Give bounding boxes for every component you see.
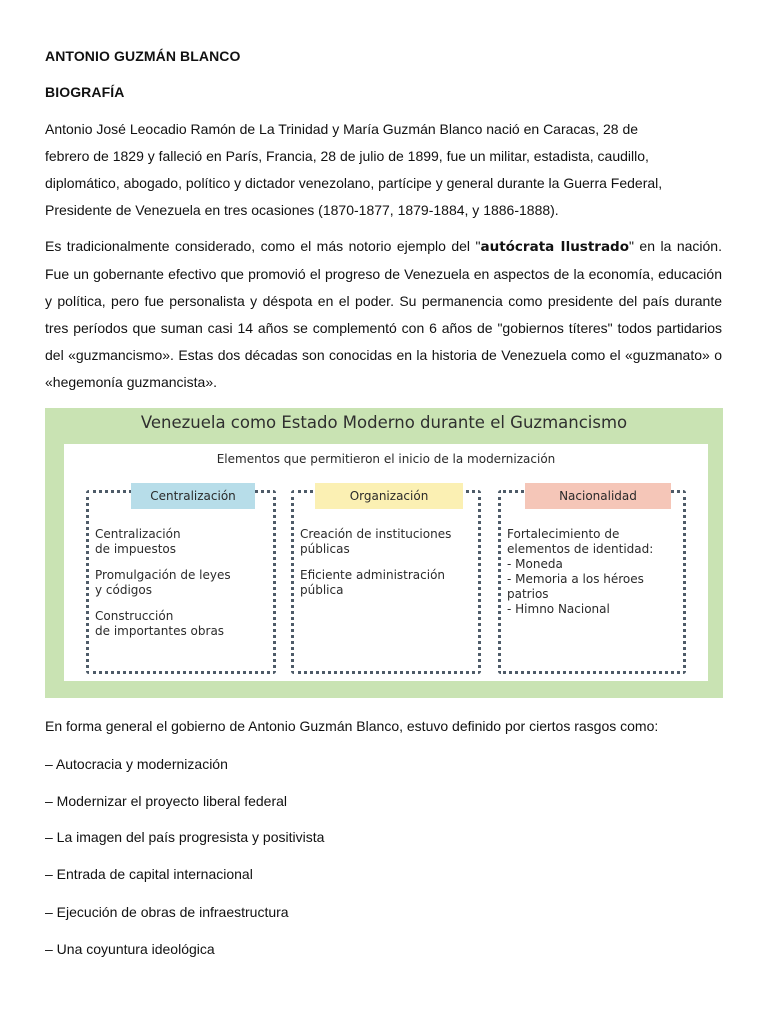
trait-item: – Una coyuntura ideológica (45, 941, 215, 957)
column-label: Nacionalidad (525, 483, 671, 509)
column-items (300, 527, 474, 609)
column-items (507, 527, 679, 628)
infographic-panel (64, 444, 708, 681)
list-item: Promulgación de leyes y códigos (95, 568, 231, 597)
trait-item: – Entrada de capital internacional (45, 866, 253, 882)
autocrat-paragraph (45, 233, 722, 396)
traits-intro: En forma general el gobierno de Antonio Guzmán Blanco, estuvo definido por ciertos rasgos como: (45, 718, 659, 734)
list-item: Construcción de importantes obras (95, 609, 225, 638)
column-items (95, 527, 269, 650)
highlight-term: autócrata Ilustrado (480, 239, 629, 255)
paragraph-line: Presidente de Venezuela en tres ocasiones (1870-1877, 1879-1884, y 1886-1888). (45, 202, 559, 218)
infographic-subtitle: Elementos que permitieron el inicio de la modernización (216, 452, 556, 466)
list-item: Fortalecimiento de elementos de identidad: - Moneda - Memoria a los héroes patrios - Himno Nacional (507, 527, 654, 616)
column-nacionalidad (498, 490, 686, 674)
paragraph-line: febrero de 1829 y falleció en París, Francia, 28 de julio de 1899, fue un militar, estadista, caudillo, (45, 148, 649, 164)
paragraph-text: " en la nación. Fue un gobernante efectivo que promovió el progreso de Venezuela en aspectos de la economía, educación y política, pero fue personalista y déspota en el poder. Su permanencia como presidente del país durante tres períodos que suman casi 14 años se complementó con 6 años de "gobiernos títeres" todos partidarios del «guzmancismo». Estas dos décadas son conocidas en la historia de Venezuela como el «guzmanato» o «hegemonía guzmancista». (45, 238, 722, 390)
list-item: Eficiente administración pública (300, 568, 446, 597)
section-heading: BIOGRAFÍA (45, 84, 125, 100)
trait-item: – La imagen del país progresista y positivista (45, 829, 325, 845)
list-item: Creación de instituciones públicas (300, 527, 452, 556)
trait-item: – Ejecución de obras de infraestructura (45, 904, 289, 920)
column-organizacion (291, 490, 481, 674)
biography-paragraph (45, 116, 722, 224)
column-label: Organización (315, 483, 463, 509)
trait-item: – Modernizar el proyecto liberal federal (45, 793, 288, 809)
modernization-infographic (45, 408, 723, 698)
trait-item: – Autocracia y modernización (45, 756, 228, 772)
list-item: Centralización de impuestos (95, 527, 181, 556)
paragraph-line: diplomático, abogado, político y dictador venezolano, partícipe y general durante la Guerra Federal, (45, 175, 663, 191)
infographic-title: Venezuela como Estado Moderno durante el Guzmancismo (140, 413, 628, 432)
paragraph-line: Antonio José Leocadio Ramón de La Trinidad y María Guzmán Blanco nació en Caracas, 28 de (45, 121, 639, 137)
column-label: Centralización (131, 483, 255, 509)
paragraph-text: Es tradicionalmente considerado, como el más notorio ejemplo del " (45, 238, 481, 254)
document-title: ANTONIO GUZMÁN BLANCO (45, 48, 241, 64)
column-centralizacion (86, 490, 276, 674)
